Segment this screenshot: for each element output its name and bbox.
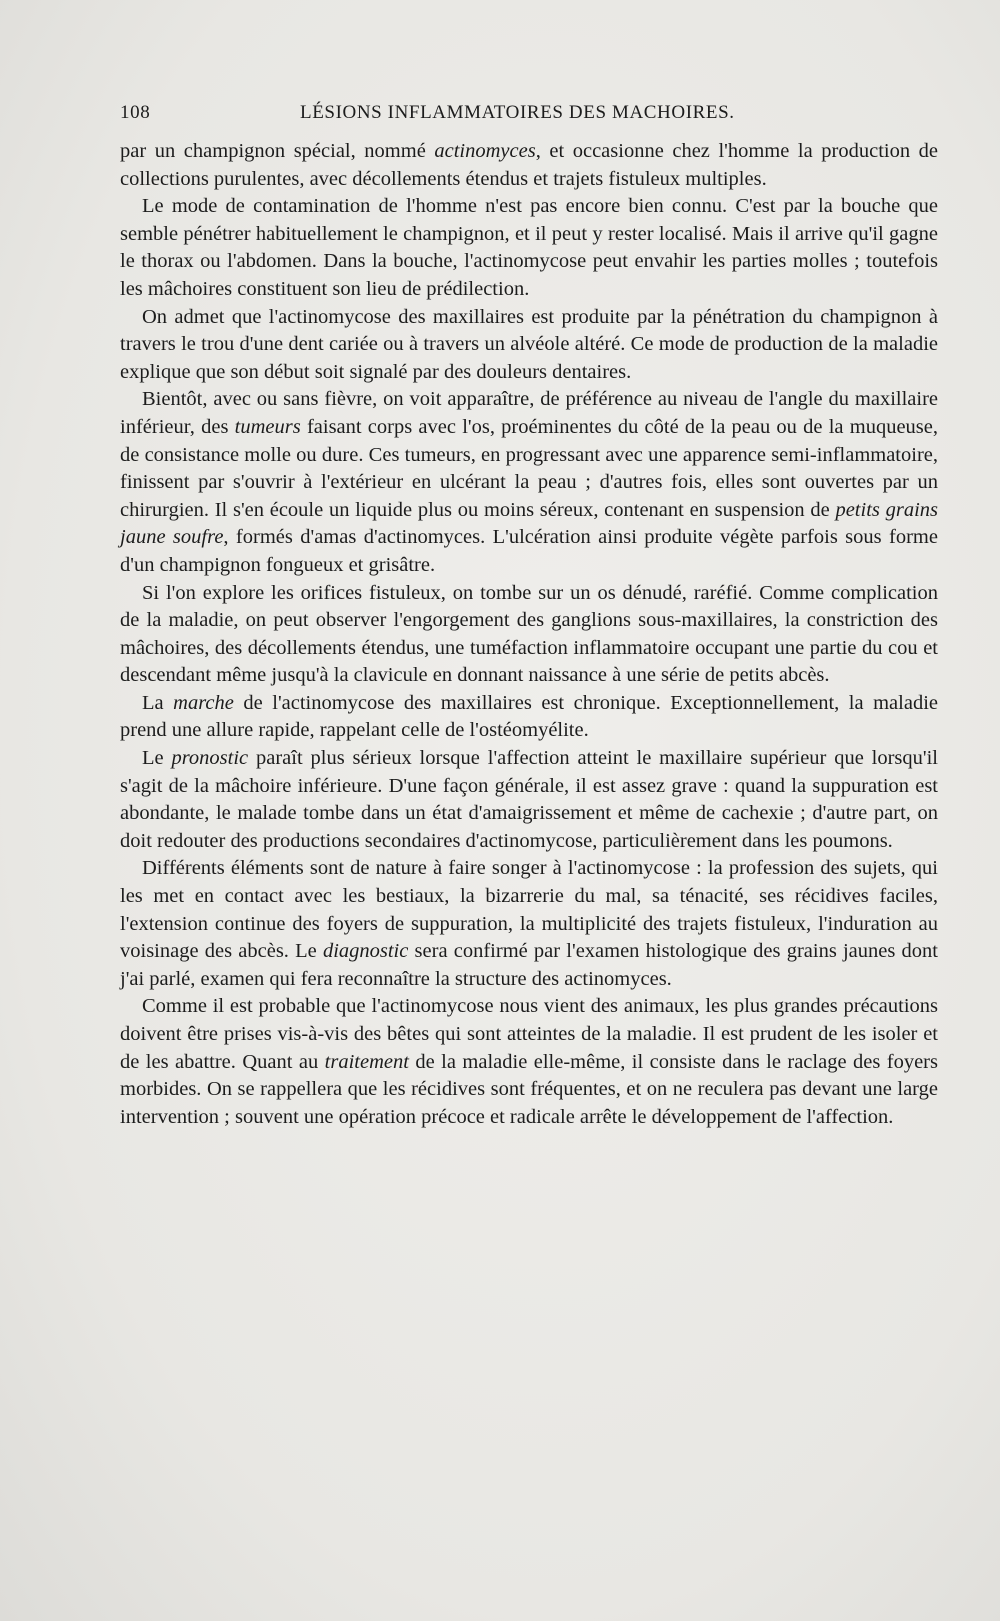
paragraph: Bientôt, avec ou sans fièvre, on voit apparaître, de préférence au niveau de l'angle du maxillaire inférieur, des tumeurs faisant corps avec l'os, proéminentes du côté de la peau ou de la muqueuse, de consistance molle ou dure. Ces tumeurs, en progressant avec une apparence semi-inflammatoire, finissent par s'ouvrir à l'extérieur en ulcérant la peau ; d'autres fois, elles sont ouvertes par un chirurgien. Il s'en écoule un liquide plus ou moins séreux, contenant en suspension de petits grains jaune soufre, formés d'amas d'actinomyces. L'ulcération ainsi produite végète parfois sous forme d'un champignon fongueux et grisâtre. [120, 388, 938, 576]
body-text [120, 138, 938, 1131]
italic-term: petits grains jaune soufre [120, 498, 938, 549]
paragraph: La marche de l'actinomycose des maxillaires est chronique. Exceptionnellement, la maladie prend une allure rapide, rappelant celle de l'ostéomyélite. [120, 691, 938, 742]
paragraph: On admet que l'actinomycose des maxillaires est produite par la pénétration du champignon à travers le trou d'une dent cariée ou à travers un alvéole altéré. Ce mode de production de la maladie explique que son début soit signalé par des douleurs dentaires. [120, 305, 938, 383]
italic-term: diagnostic [322, 940, 409, 963]
page-header [120, 102, 940, 130]
paragraph: Si l'on explore les orifices fistuleux, on tombe sur un os dénudé, raréfié. Comme complication de la maladie, on peut observer l'engorgement des ganglions sous-maxillaires, la constriction des mâchoires, des décollements étendus, une tuméfaction inflammatoire occupant une partie du cou et descendant même jusqu'à la clavicule en donnant naissance à une série de petits abcès. [120, 581, 938, 687]
italic-term: pronostic [171, 747, 249, 770]
running-title: LÉSIONS INFLAMMATOIRES DES MACHOIRES. [300, 102, 735, 123]
paragraph: par un champignon spécial, nommé actinomyces, et occasionne chez l'homme la production de collections purulentes, avec décollements étendus et trajets fistuleux multiples. [120, 140, 938, 190]
italic-term: tumeurs [234, 415, 301, 438]
paragraph: Le mode de contamination de l'homme n'est pas encore bien connu. C'est par la bouche que semble pénétrer habituellement le champignon, et il peut y rester localisé. Mais il arrive qu'il gagne le thorax ou l'abdomen. Dans la bouche, l'actinomycose peut envahir les parties molles ; toutefois les mâchoires constituent son lieu de prédilection. [120, 195, 938, 300]
page-number: 108 [120, 102, 151, 123]
paragraph: Différents éléments sont de nature à faire songer à l'actinomycose : la profession des sujets, qui les met en contact avec les bestiaux, la bizarrerie du mal, sa ténacité, ses récidives faciles, l'extension continue des foyers de suppuration, la multiplicité des trajets fistuleux, l'induration au voisinage des abcès. Le diagnostic sera confirmé par l'examen histologique des grains jaunes dont j'ai parlé, examen qui fera reconnaître la structure des actinomyces. [120, 857, 938, 990]
paragraph: Le pronostic paraît plus sérieux lorsque l'affection atteint le maxillaire supérieur que lorsqu'il s'agit de la mâchoire inférieure. D'une façon générale, il est assez grave : quand la suppuration est abondante, le malade tombe dans un état d'amaigrissement et même de cachexie ; d'autre part, on doit redouter des productions secondaires d'actinomycose, particulièrement dans les poumons. [120, 747, 938, 852]
italic-term: marche [173, 691, 234, 714]
italic-term: actinomyces [434, 140, 536, 162]
italic-term: traitement [324, 1050, 409, 1073]
paragraph: Comme il est probable que l'actinomycose nous vient des animaux, les plus grandes précautions doivent être prises vis-à-vis des bêtes qui sont atteintes de la maladie. Il est prudent de les isoler et de les abattre. Quant au traitement de la maladie elle-même, il consiste dans le raclage des foyers morbides. On se rappellera que les récidives sont fréquentes, et on ne reculera pas devant une large intervention ; souvent une opération précoce et radicale arrête le développement de l'affection. [120, 995, 938, 1128]
